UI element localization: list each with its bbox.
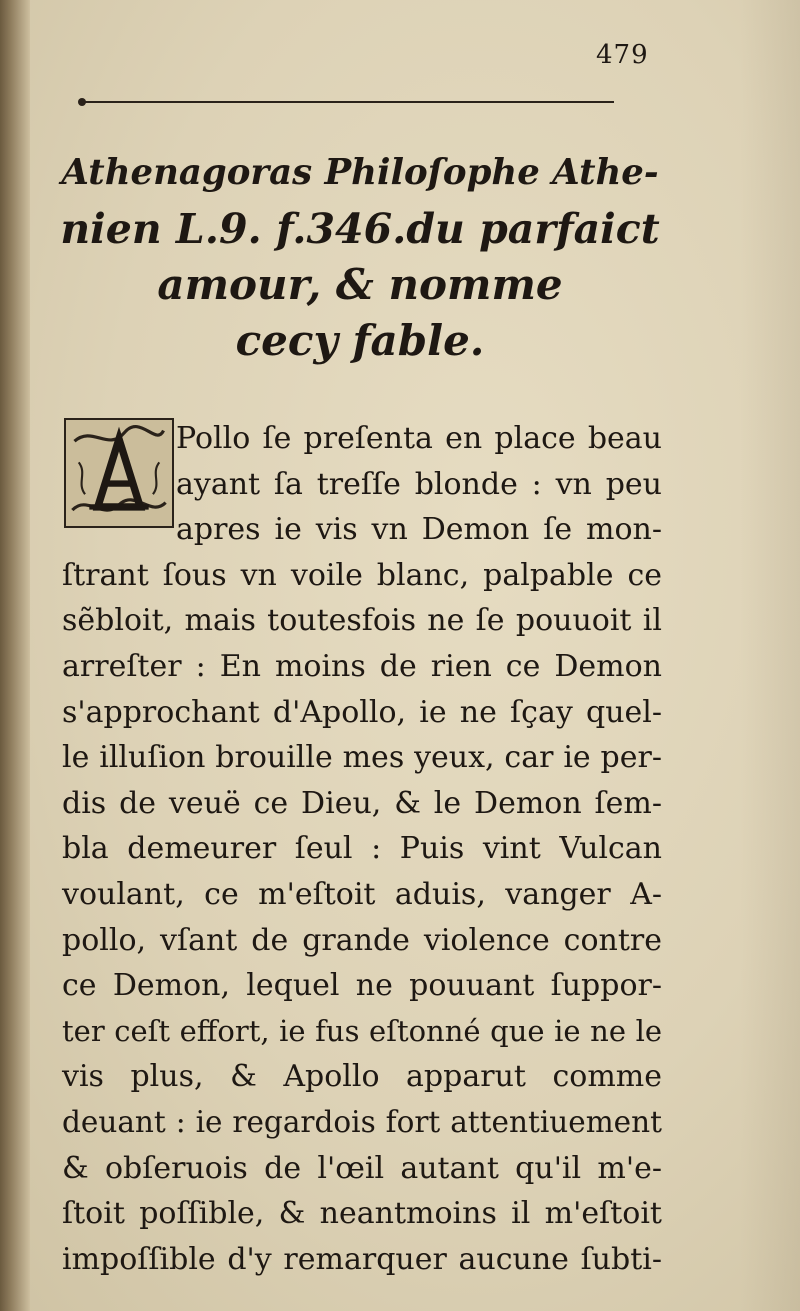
title-line: Athenagoras Philoſophe Athe- [61,152,659,193]
text-line: ter ceſt effort, ie fus eſtonné que ie ne le [62,1013,662,1048]
text-line: deuant : ie regardois fort attentiuement [62,1104,662,1139]
page-number: 479 [596,40,649,70]
title-line: nien L.9. f.346.du parfaict [60,205,660,253]
text-line: apres ie vis vn Demon ſe mon- [176,512,662,548]
text-line: sẽbloit, mais toutesfois ne ſe pouuoit il [62,603,662,639]
text-line: ſtrant ſous vn voile blanc, palpable ce [62,557,662,593]
text-line: le illuſion brouille mes yeux, car ie per- [62,740,662,776]
text-line: ſtoit poſſible, & neantmoins il m'eſtoit [62,1196,662,1232]
text-line: pollo, vſant de grande violence contre [62,922,662,958]
text-line: vis plus, & Apollo apparut comme [62,1059,662,1095]
text-line: Pollo ſe preſenta en place beau [176,421,662,456]
text-line: dis de veuë ce Dieu, & le Demon ſem- [62,785,662,821]
text-line: ayant ſa treſſe blonde : vn peu [176,466,662,502]
text-line: impoſſible d'y remarquer aucune ſubti- [62,1241,662,1277]
text-line: arreſter : En moins de rien ce Demon [62,648,662,684]
text-line: ce Demon, lequel ne pouuant ſuppor- [62,968,662,1004]
title-line: amour, & nomme [157,260,563,309]
chapter-title [60,145,660,369]
title-line: cecy fable. [235,316,485,365]
text-line: s'approchant d'Apollo, ie ne ſçay quel- [62,694,662,730]
body-text [62,416,662,1282]
text-line: bla demeurer ſeul : Puis vint Vulcan [62,831,662,867]
header-rule [84,101,614,103]
page-edge-shadow [740,0,800,1311]
text-line: voulant, ce m'eſtoit aduis, vanger A- [62,876,662,912]
binding-gutter [0,0,30,1311]
text-line: & obſeruois de l'œil autant qu'il m'e- [62,1150,662,1186]
